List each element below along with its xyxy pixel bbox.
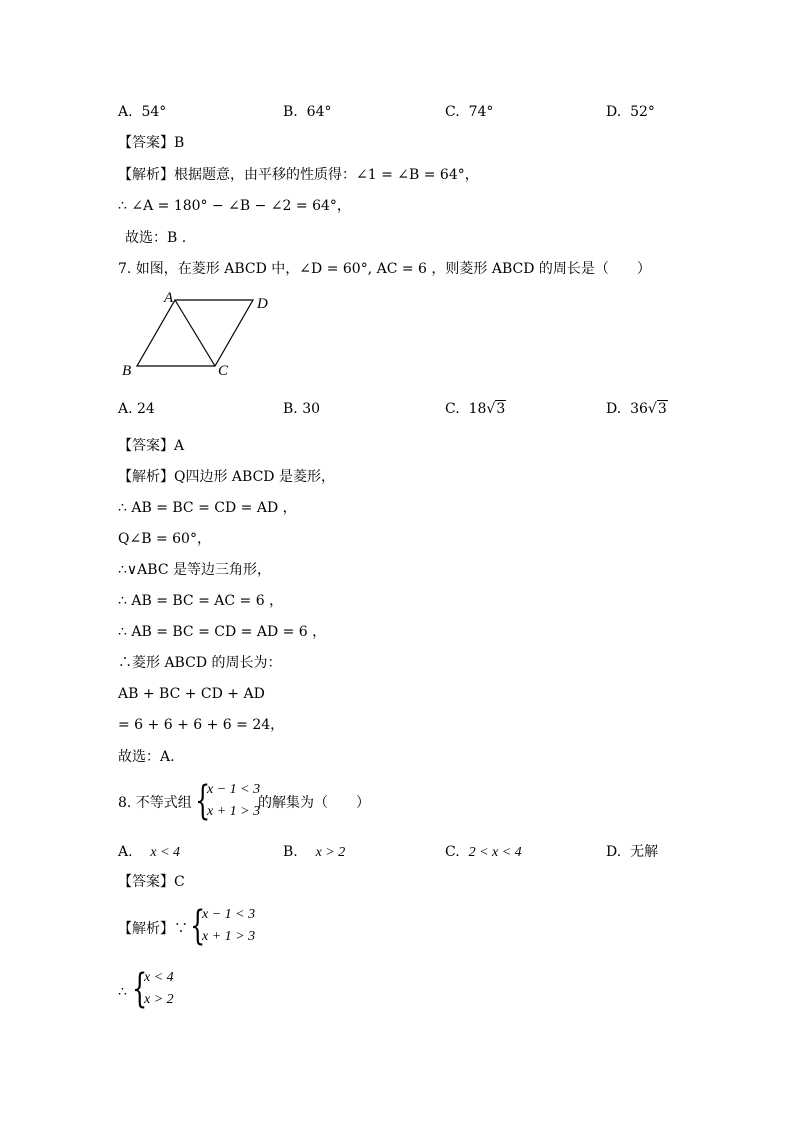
q6-option-d: D. 52° — [606, 104, 655, 120]
q7-analysis-line2: ∴ AB = BC = CD = AD ， — [118, 500, 297, 516]
q7-stem: 7. 如图，在菱形 ABCD 中，∠D = 60°, AC = 6 ，则菱形 ABCD 的周长是（ ） — [118, 261, 651, 277]
q8-option-d: D. 无解 — [606, 844, 659, 860]
sqrt-expression: √3 — [647, 401, 667, 417]
q7-analysis-line5: ∴ AB = BC = AC = 6 ， — [118, 593, 284, 609]
q7-rhombus-figure — [115, 288, 285, 380]
vertex-label-d: D — [257, 296, 268, 312]
q7-option-b: B. 30 — [283, 401, 321, 417]
q7-analysis-line3: Q∠B = 60°， — [118, 531, 211, 547]
q8-stem-suffix: 的解集为（ ） — [258, 795, 370, 811]
q8-option-b: B. x > 2 — [283, 844, 346, 860]
left-brace: { — [132, 966, 148, 1012]
q7-analysis-line9: = 6 + 6 + 6 + 6 = 24， — [118, 717, 285, 733]
q8-analysis-system2: { x < 4 x > 2 — [132, 966, 174, 1012]
q6-analysis-line2: ∴ ∠A = 180° − ∠B − ∠2 = 64°， — [118, 198, 351, 214]
vertex-label-c: C — [218, 363, 229, 379]
q6-option-b: B. 64° — [283, 104, 332, 120]
sqrt-expression: √3 — [486, 401, 506, 417]
diagonal-ac — [175, 300, 215, 366]
q7-option-d: D. 36√3 — [606, 401, 667, 417]
q6-option-a: A. 54° — [118, 104, 167, 120]
q7-option-c: C. 18√3 — [445, 401, 506, 417]
q7-analysis-line8: AB + BC + CD + AD — [118, 686, 265, 702]
q7-analysis-line4: ∴∨ABC 是等边三角形， — [118, 562, 271, 578]
left-brace: { — [190, 903, 206, 949]
q8-option-c: C. 2 < x < 4 — [445, 844, 522, 860]
q7-analysis-line1: 【解析】Q四边形 ABCD 是菱形， — [118, 469, 335, 485]
q6-answer: 【答案】B — [118, 135, 185, 151]
q7-option-a: A. 24 — [118, 401, 155, 417]
q8-analysis-system1: { x − 1 < 3 x + 1 > 3 — [190, 903, 256, 949]
q8-answer: 【答案】C — [118, 874, 185, 890]
left-brace: { — [195, 778, 211, 824]
q8-stem-prefix: 8. 不等式组 — [118, 795, 192, 811]
q8-therefore: ∴ — [118, 984, 127, 1000]
q8-analysis-label: 【解析】∵ — [118, 921, 188, 937]
q8-inequality-system: { x − 1 < 3 x + 1 > 3 — [195, 778, 261, 824]
q6-conclusion: 故选：B . — [125, 230, 187, 246]
q6-option-c: C. 74° — [445, 104, 494, 120]
vertex-label-a: A — [164, 290, 174, 306]
q8-option-a: A. x < 4 — [118, 844, 181, 860]
q7-conclusion: 故选：A. — [118, 749, 175, 765]
q7-answer: 【答案】A — [118, 438, 185, 454]
vertex-label-b: B — [122, 363, 132, 379]
q7-analysis-line7: ∴菱形 ABCD 的周长为： — [118, 655, 282, 671]
q6-analysis-line1: 【解析】根据题意，由平移的性质得：∠1 = ∠B = 64°， — [118, 167, 479, 183]
q7-analysis-line6: ∴ AB = BC = CD = AD = 6 ， — [118, 624, 327, 640]
